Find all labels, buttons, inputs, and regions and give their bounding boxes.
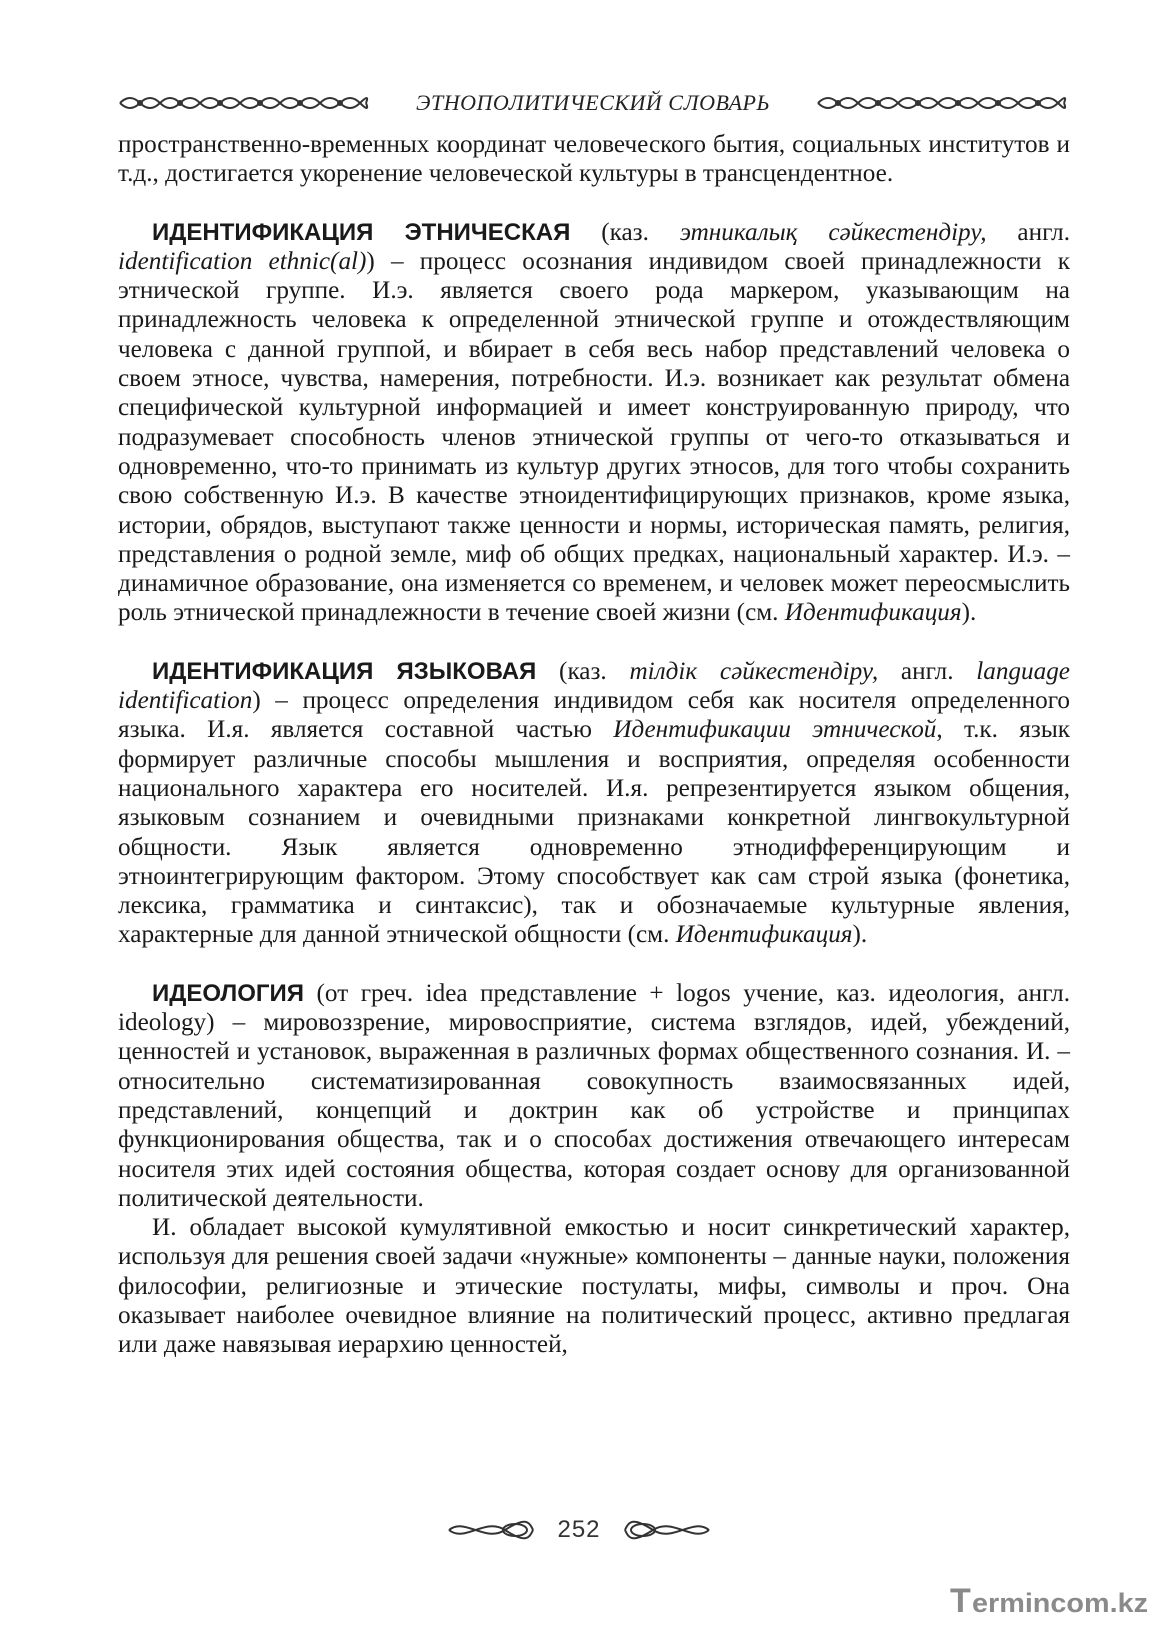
- svg-text:ermincom.kz: ermincom.kz: [972, 1588, 1148, 1618]
- text-run: ).: [961, 599, 977, 627]
- italic-text: тілдік сәйкестендіру,: [629, 657, 879, 685]
- italic-text: Идентификация: [675, 921, 853, 949]
- dictionary-text: [118, 130, 1070, 1360]
- text-run: (от греч. idea представление + logos учение, каз. идеология, англ. ideology) – мировоззрение, мировосприятие, система взглядов, идей, убеждений, ценностей и установок, выраженная в различных формах общественного сознания. И. – относительно систематизированная совокупность взаимосвязанных идей, представлений, концепций и доктрин как об устройстве и принципах функционирования общества, так и о способах достижения отвечающего интересам носителя этих идей состояния общества, которая создает основу для организованной политической деятельности.: [118, 979, 1070, 1212]
- text-run: (каз.: [570, 218, 680, 246]
- text-run: ) – процесс осознания индивидом своей принадлежности к этнической группе. И.э. является своего рода маркером, указывающим на принадлежность человека к определенной этнической группе и отождествляющим человека с данной группой, и вбирает в себя весь набор представлений человека о своем этносе, чувства, намерения, потребности. И.э. возникает как результат обмена специфической культурной информацией и имеет конструированную природу, что подразумевает способность членов этнической группы от чего-то отказываться и одновременно, что-то принимать из культур других этносов, для того чтобы сохранить свою собственную И.э. В качестве этноидентифицирующих признаков, кроме языка, истории, обрядов, выступают также ценности и нормы, историческая память, религия, представления о родной земле, миф об общих предках, национальный характер. И.э. – динамичное образование, она изменяется со временем, и человек может переосмыслить роль этнической принадлежности в течение своей жизни (см.: [118, 247, 1070, 627]
- dictionary-entry: [118, 979, 1070, 1213]
- italic-text: Идентификации этнической: [613, 716, 937, 744]
- page-footer: [420, 1510, 738, 1550]
- entry-term: ИДЕНТИФИКАЦИЯ ЭТНИЧЕСКАЯ: [152, 218, 571, 246]
- svg-text:T: T: [950, 1582, 971, 1620]
- ornamental-border-icon: [118, 91, 370, 115]
- running-header-title: ЭТНОПОЛИТИЧЕСКИЙ СЛОВАРЬ: [416, 90, 770, 115]
- italic-text: language identification: [118, 657, 1070, 715]
- italic-text: Идентификация: [784, 599, 962, 627]
- page-number: 252: [557, 1516, 601, 1543]
- entry-term: ИДЕНТИФИКАЦИЯ ЯЗЫКОВАЯ: [152, 657, 537, 685]
- page-header: [118, 86, 1068, 120]
- termincom-logo-icon: [948, 1576, 1152, 1624]
- text-run: англ.: [878, 657, 977, 685]
- dictionary-entry: [118, 218, 1070, 628]
- watermark: [948, 1576, 1152, 1624]
- text-run: И. обладает высокой кумулятивной емкостью и носит синкретический характер, используя для решения своей задачи «нужные» компоненты – данные науки, положения философии, религиозные и этические постулаты, мифы, символы и проч. Она оказывает наиболее очевидное влияние на политический процесс, активно предлагая или даже навязывая иерархию ценностей,: [118, 1214, 1070, 1359]
- text-run: англ.: [986, 218, 1071, 246]
- ornamental-border-icon: [816, 91, 1068, 115]
- text-run: (каз.: [536, 657, 630, 685]
- text-run: пространственно-временных координат человеческого бытия, социальных институтов и т.д., достигается укоренение человеческой культуры в трансцендентное.: [118, 131, 1070, 188]
- text-run: ).: [852, 921, 868, 949]
- italic-text: этникалық сәйкестендіру,: [679, 218, 987, 246]
- italic-text: identification ethnic(al): [118, 247, 367, 275]
- flourish-icon: [445, 1517, 537, 1543]
- flourish-icon: [621, 1517, 713, 1543]
- text-run: ) – процесс определения индивидом себя как носителя определенного языка. И.я. является составной частью: [118, 687, 1070, 744]
- text-paragraph: [118, 130, 1070, 189]
- entry-term: ИДЕОЛОГИЯ: [152, 979, 305, 1007]
- text-run: , т.к. язык формирует различные способы мышления и восприятия, определяя особенности национального характера его носителей. И.я. репрезентируется языком общения, языковым сознанием и очевидными признаками конкретной лингвокультурной общности. Язык является одновременно этнодифференцирующим и этноинтегрирующим фактором. Этому способствует как сам строй языка (фонетика, лексика, грамматика и синтаксис), так и обозначаемые культурные явления, характерные для данной этнической общности (см.: [118, 716, 1070, 949]
- text-paragraph: [118, 1213, 1070, 1359]
- dictionary-entry: [118, 657, 1070, 950]
